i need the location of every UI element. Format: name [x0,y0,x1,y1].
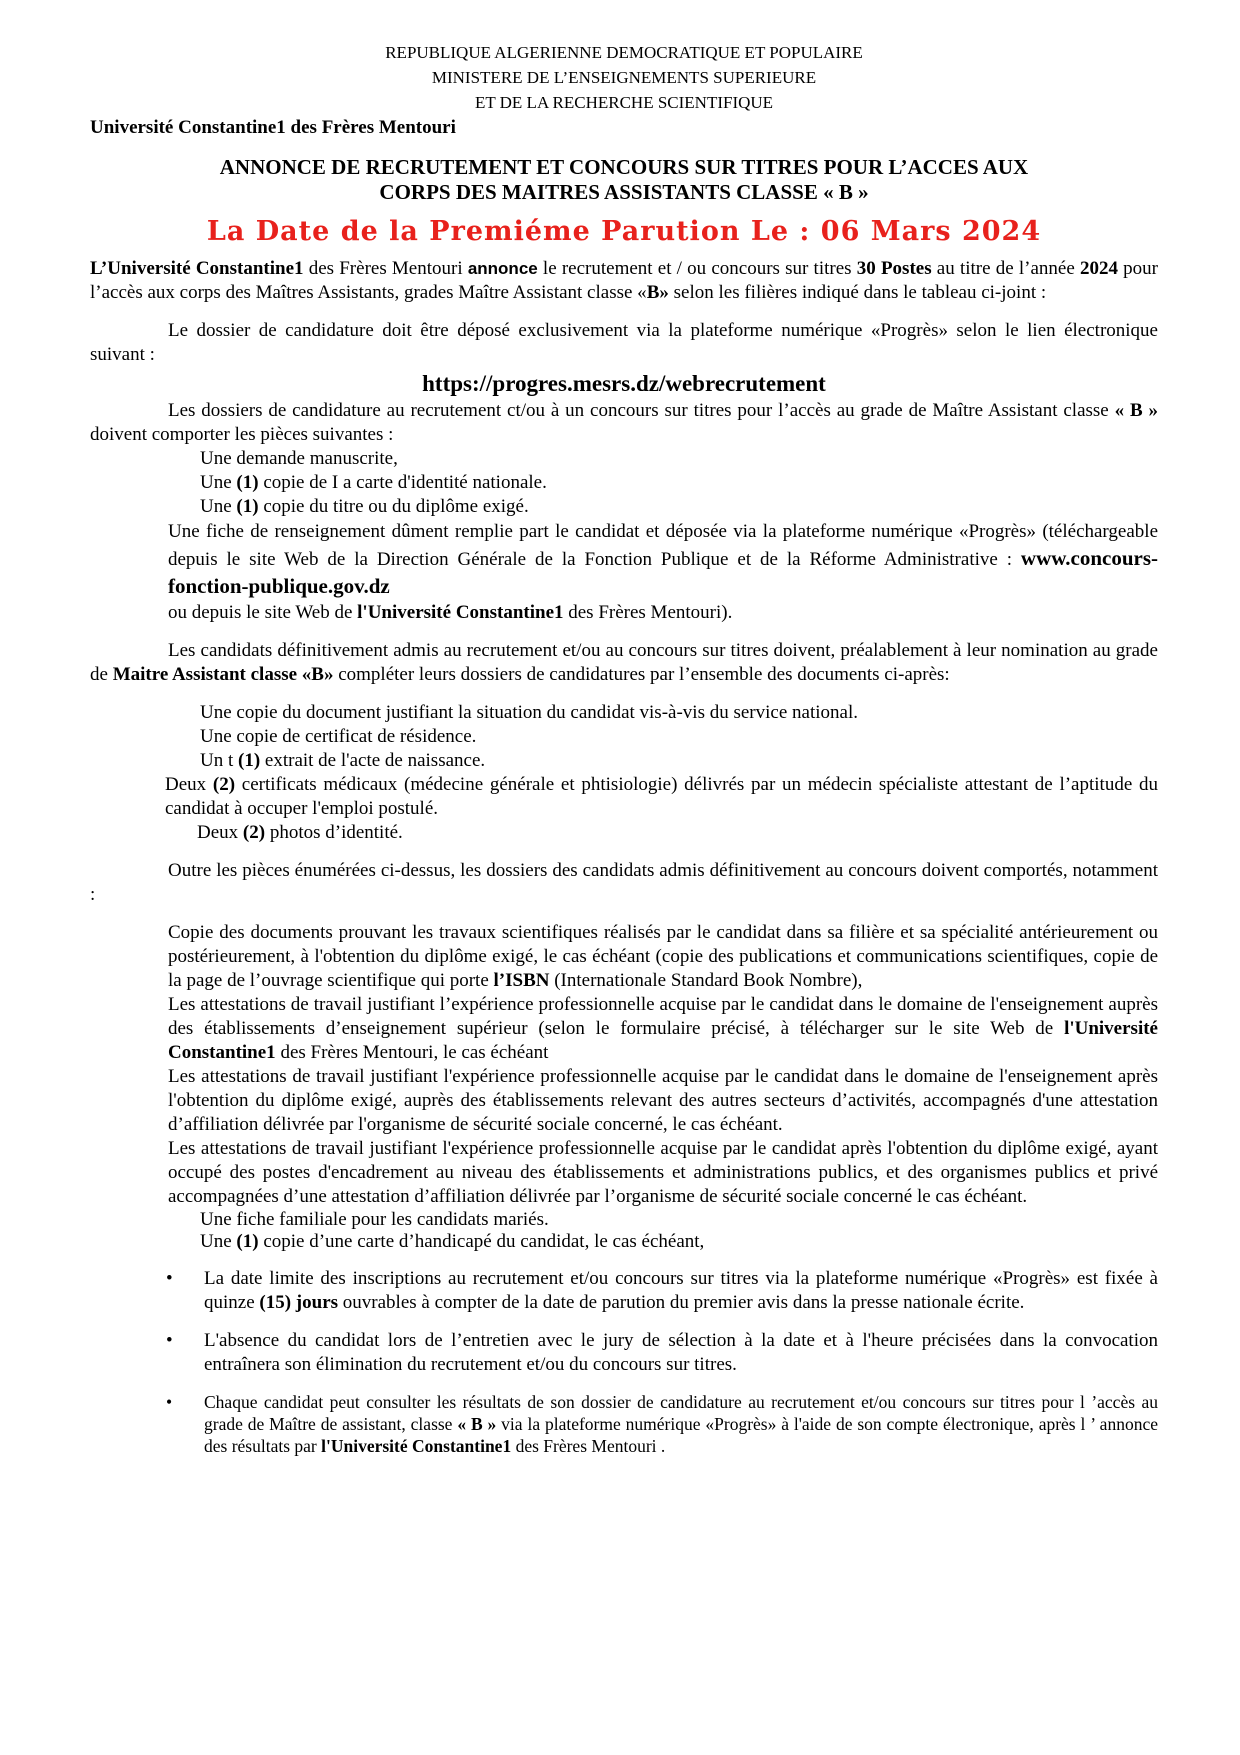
conditions-list [90,1267,1158,1457]
outre-item-1-b: l’ISBN [493,970,550,991]
admis-intro-b: Maitre Assistant classe «B» [112,664,334,685]
admis-item-3-c: extrait de l'acte de naissance. [260,750,486,771]
title-line-1: ANNONCE DE RECRUTEMENT ET CONCOURS SUR TITRES POUR L’ACCES AUX [219,155,1029,179]
condition-results-a: Chaque candidat peut consulter les résultats de son dossier de candidature au recrutement et/ou concours sur titres pour l ’accès au grade de Maître de assistant, classe [204,1392,1158,1434]
pieces-item-2-a: Une [200,472,237,493]
document-title [90,155,1158,205]
admis-item-3-a: Un t [200,750,238,771]
admis-intro-c: compléter leurs dossiers de candidatures par l’ensemble des documents ci-après: [333,664,950,685]
admis-item-5-b: (2) [242,822,266,843]
intro-year: 2024 [1079,258,1118,279]
outre-intro: Outre les pièces énumérées ci-dessus, les dossiers des candidats admis définitivement au concours doivent comportés, notamment : [90,860,1158,905]
pieces-item-3-b: (1) [236,496,259,517]
bullet-icon: • [166,1330,173,1351]
dossier-paragraph: Le dossier de candidature doit être déposé exclusivement via la plateforme numérique «Progrès» selon le lien électronique suivant : [90,320,1158,365]
university-name: Université Constantine1 des Frères Mentouri [90,117,456,138]
admis-item-5-c: photos d’identité. [265,822,403,843]
intro-text-3: au titre de l’année [931,258,1080,279]
admis-item-3-b: (1) [238,750,261,771]
pieces-intro-b: « B » [1114,400,1158,421]
pieces-intro-a: Les dossiers de candidature au recrutement ct/ou à un concours sur titres pour l’accès au grade de Maître Assistant classe [168,400,1115,421]
header [90,40,1158,115]
pieces-item-5-b: l'Université Constantine1 [357,602,564,623]
intro-annonce: annonce [467,259,538,278]
outre-item-1 [90,921,1158,993]
pieces-intro-c: doivent comporter les pièces suivantes : [90,424,394,445]
pieces-item-4 [90,519,1158,601]
condition-results-e: des Frères Mentouri . [511,1436,666,1456]
header-ministry: MINISTERE DE L’ENSEIGNEMENTS SUPERIEURE [431,68,817,87]
admis-item-4-c: certificats médicaux (médecine générale et phtisiologie) délivrés par un médecin spécialiste attestant de l’aptitude du candidat à occuper l'emploi postulé. [165,774,1158,819]
publication-date-banner: La Date de la Premiéme Parution Le : 06 Mars 2024 [206,216,1042,247]
intro-university: L’Université Constantine1 [90,258,304,279]
fonction-publique-link[interactable]: www.concours-fonction-publique.gov.dz [168,546,1158,598]
intro-text-1: des Frères Mentouri [303,258,468,279]
outre-item-4: Les attestations de travail justifiant l'expérience professionnelle acquise par le candidat après l'obtention du diplôme exigé, ayant occupé des postes d'encadrement au niveau des établissements et administrations publics, et des organismes publics et privé accompagnées d’une attestation d’affiliation délivrée par l’organisme de sécurité sociale concerné le cas échéant. [168,1138,1158,1207]
bullet-icon: • [166,1268,173,1289]
title-line-2: CORPS DES MAITRES ASSISTANTS CLASSE « B » [379,180,869,204]
admis-intro-a: Les candidats définitivement admis au recrutement et/ou au concours sur titres doivent, préalablement à leur nomination au grade de [90,640,1158,685]
header-republic: REPUBLIQUE ALGERIENNE DEMOCRATIQUE ET POPULAIRE [385,43,863,62]
intro-paragraph [90,257,1158,305]
outre-item-6-b: (1) [236,1231,259,1252]
pieces-item-5 [90,601,1158,625]
bullet-icon: • [166,1392,173,1412]
header-research: ET DE LA RECHERCHE SCIENTIFIQUE [474,93,774,112]
intro-text-5: selon les filières indiqué dans le tableau ci-joint : [668,282,1047,303]
document-page [90,40,1158,1457]
outre-item-2-c: des Frères Mentouri, le cas échéant [275,1042,549,1063]
pieces-item-5-a: ou depuis le site Web de [168,602,358,623]
pieces-item-3 [90,495,1158,519]
pieces-item-2 [90,471,1158,495]
outre-item-2-b: l'Université Constantine1 [168,1018,1158,1063]
outre-item-2 [90,993,1158,1065]
condition-deadline-a: La date limite des inscriptions au recrutement et/ou concours sur titres via la plateforme numérique «Progrès» est fixée à quinze [204,1268,1158,1313]
condition-deadline-c: ouvrables à compter de la date de parution du premier avis dans la presse nationale écrite. [338,1292,1025,1313]
pieces-item-2-b: (1) [236,472,259,493]
intro-postes: 30 Postes [856,258,932,279]
intro-text-2: le recrutement et / ou concours sur titres [537,258,857,279]
outre-item-1-c: (Internationale Standard Book Nombre), [549,970,863,991]
pieces-item-5-c: des Frères Mentouri). [563,602,733,623]
admis-item-4-b: (2) [212,774,236,795]
condition-results-c: via la plateforme numérique «Progrès» à l'aide de son compte électronique, après l ’ annonce des résultats par [204,1414,1158,1456]
condition-absence [90,1329,1158,1377]
intro-text-4: pour l’accès aux corps des Maîtres Assistants, grades Maître Assistant classe « [90,258,1158,303]
condition-absence-text: L'absence du candidat lors de l’entretien avec le jury de sélection à la date et à l'heure précisées dans la convocation entraînera son élimination du recrutement et/ou du concours sur titres. [204,1330,1158,1375]
outre-item-2-a: Les attestations de travail justifiant l’expérience professionnelle acquise par le candidat dans le domaine de l'enseignement auprès des établissements d’enseignement supérieur (selon le formulaire précisé, à télécharger sur le site Web de [168,994,1158,1039]
pieces-intro [90,399,1158,447]
admis-intro [90,639,1158,687]
intro-classe: B» [646,282,669,303]
outre-item-1-a: Copie des documents prouvant les travaux scientifiques réalisés par le candidat dans sa filière et sa spécialité antérieurement ou postérieurement, à l'obtention du diplôme exigé, le cas échéant (copie des publications et communications scientifiques, copie de la page de l’ouvrage scientifique qui porte [168,922,1158,991]
condition-deadline [90,1267,1158,1315]
outre-item-6 [90,1231,1158,1253]
pieces-item-1: Une demande manuscrite, [200,448,398,469]
outre-item-6-c: copie d’une carte d’handicapé du candidat, le cas échéant, [258,1231,705,1252]
pieces-item-3-a: Une [200,496,237,517]
pieces-item-3-c: copie du titre ou du diplôme exigé. [258,496,529,517]
pieces-item-2-c: copie de I a carte d'identité nationale. [258,472,547,493]
condition-results [90,1391,1158,1457]
condition-results-d: l'Université Constantine1 [321,1436,512,1456]
admis-item-5 [90,821,1158,845]
admis-item-5-a: Deux [197,822,243,843]
condition-results-b: « B » [457,1414,497,1434]
outre-item-3: Les attestations de travail justifiant l'expérience professionnelle acquise par le candidat dans le domaine de l'enseignement après l'obtention du diplôme exigé, auprès des établissements relevant des autres secteurs d’activités, accompagnés d'une attestation d’affiliation délivrée par l'organisme de sécurité sociale concerné, le cas échéant. [168,1066,1158,1135]
progres-link[interactable]: https://progres.mesrs.dz/webrecrutement [422,371,826,396]
admis-item-2: Une copie de certificat de résidence. [200,726,477,747]
outre-item-6-a: Une [200,1231,237,1252]
admis-item-1: Une copie du document justifiant la situation du candidat vis-à-vis du service national. [200,702,858,723]
admis-item-4-a: Deux [165,774,213,795]
pieces-item-4-text: Une fiche de renseignement dûment remplie part le candidat et déposée via la plateforme numérique «Progrès» (téléchargeable depuis le site Web de la Direction Générale de la Fonction Publique et de la Réforme Administrative : [168,521,1158,570]
outre-item-5: Une fiche familiale pour les candidats mariés. [200,1209,549,1230]
condition-deadline-b: (15) jours [259,1292,339,1313]
admis-item-4 [90,773,1158,821]
admis-item-3 [90,749,1158,773]
